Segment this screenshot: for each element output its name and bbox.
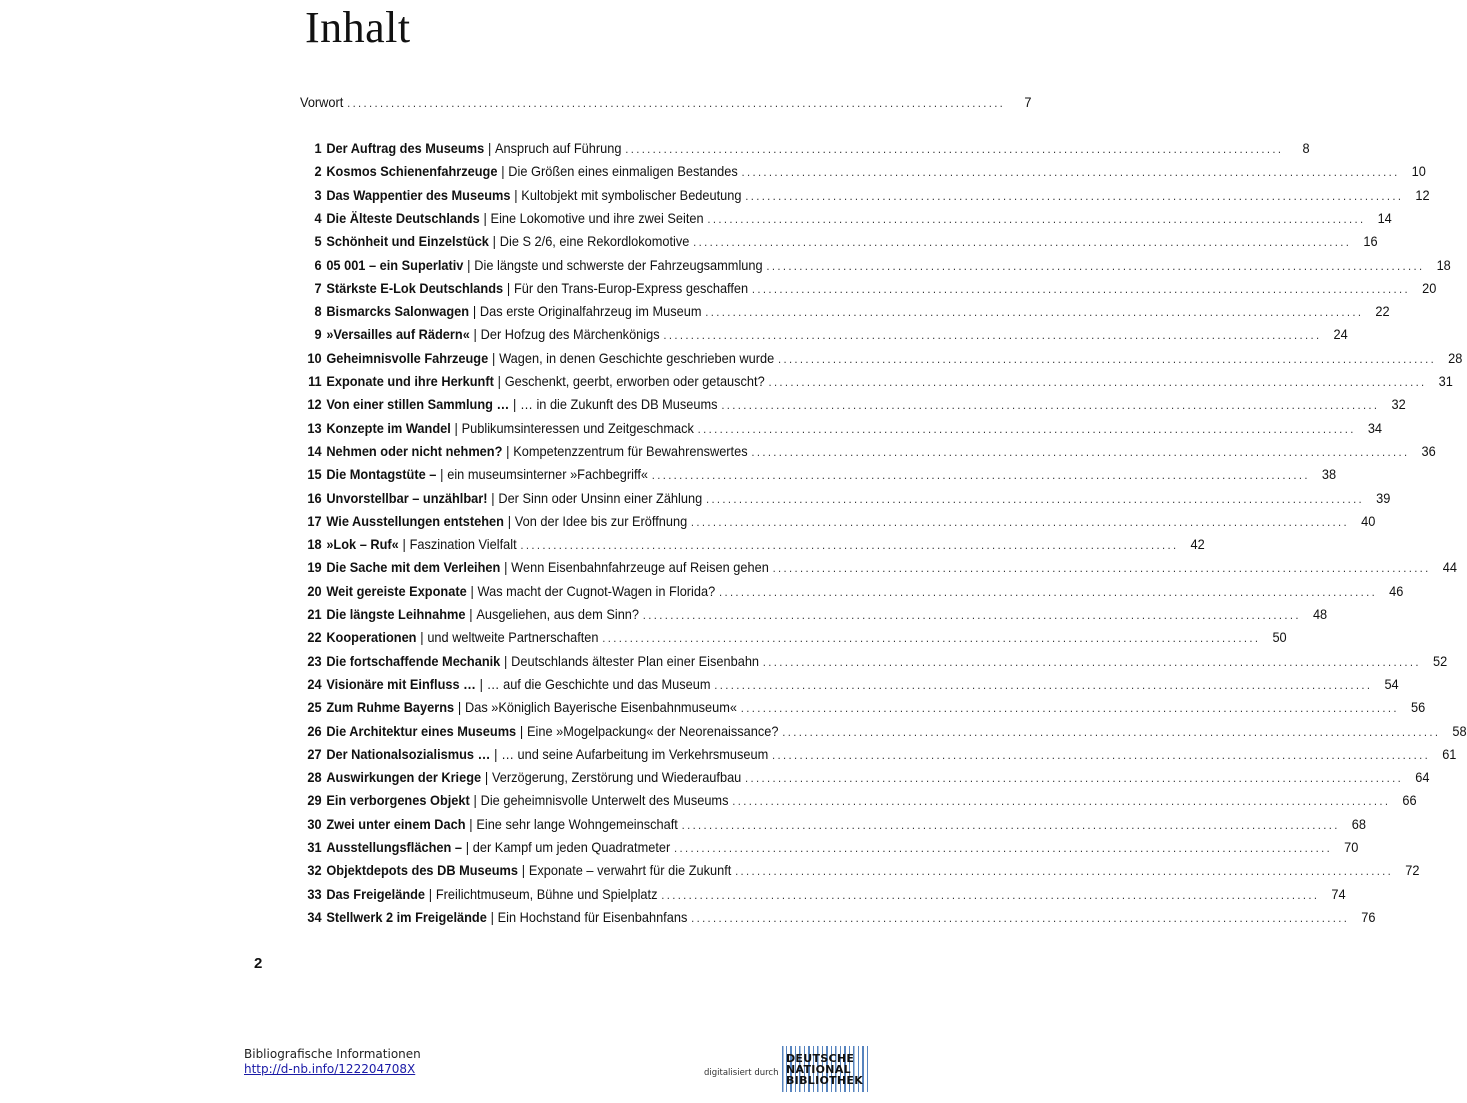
toc-separator: | [521, 863, 526, 879]
toc-entry-number: 7 [314, 280, 322, 296]
toc-leader-dots: ........................................................................................................................ [732, 794, 1391, 809]
bib-link[interactable]: http://d-nb.info/122204708X [244, 1062, 416, 1076]
toc-leader-dots: ........................................................................................................................ [740, 701, 1399, 716]
toc-entry-subtitle: Ausgeliehen, aus dem Sinn? [476, 607, 640, 622]
toc-entry-number: 22 [307, 630, 322, 646]
toc-entry-page: 50 [1272, 630, 1287, 646]
toc-entry[interactable] [300, 207, 1392, 230]
toc-entry[interactable] [300, 417, 1383, 440]
toc-entry-subtitle: Wenn Eisenbahnfahrzeuge auf Reisen gehen [511, 560, 769, 576]
toc-entry[interactable] [300, 743, 1457, 766]
toc-entry-subtitle: der Kampf um jeden Quadratmeter [472, 840, 671, 855]
toc-entry[interactable] [300, 347, 1463, 370]
toc-entry[interactable] [300, 556, 1457, 579]
toc-separator: | [519, 723, 524, 739]
toc-entry-title: Die Architektur eines Museums [326, 723, 517, 739]
toc-entry-number: 29 [307, 793, 322, 809]
toc-entry-number: 34 [307, 909, 322, 925]
toc-entry-subtitle: Von der Idee bis zur Eröffnung [514, 513, 688, 529]
toc-entry-title: Die längste Leihnahme [326, 607, 466, 622]
toc-entry-number: 10 [307, 350, 322, 366]
toc-entry-number: 19 [307, 560, 322, 576]
toc-entry-title: Stellwerk 2 im Freigelände [326, 909, 487, 925]
toc-entry-subtitle: Der Hofzug des Märchenkönigs [480, 327, 660, 343]
toc-entry-subtitle: Publikumsinteressen und Zeitgeschmack [461, 420, 694, 436]
toc-entry[interactable] [300, 883, 1346, 906]
toc-separator: | [491, 350, 496, 366]
toc-leader-dots: ........................................................................................................................ [735, 864, 1394, 879]
toc-entry[interactable] [300, 137, 1310, 160]
toc-entry[interactable] [300, 510, 1376, 533]
toc-separator: | [506, 443, 510, 459]
toc-leader-dots: ........................................................................................................................ [751, 281, 1410, 296]
toc-entry-title: Objektdepots des DB Museums [326, 863, 519, 879]
toc-leader-dots: ........................................................................................................................ [661, 887, 1320, 902]
toc-entry-subtitle: Anspruch auf Führung [495, 141, 622, 156]
toc-entry-number: 4 [314, 210, 322, 226]
toc-entry-number: 30 [307, 816, 322, 832]
toc-separator: | [497, 374, 501, 389]
toc-separator: | [506, 280, 511, 296]
dnb-badge [704, 1046, 870, 1092]
toc-entry-subtitle: Verzögerung, Zerstörung und Wiederaufbau [491, 770, 742, 786]
toc-entry[interactable] [300, 580, 1404, 603]
toc-separator: | [473, 793, 477, 809]
toc-entry-number: 33 [307, 886, 322, 902]
toc-leader-dots: ........................................................................................................................ [705, 491, 1365, 506]
toc-entry-title: Die fortschaffende Mechanik [326, 653, 501, 669]
toc-entry-title: Ausstellungsflächen – [326, 840, 462, 855]
toc-separator: | [473, 327, 477, 343]
toc-entry-title: Bismarcks Salonwagen [326, 304, 470, 320]
toc-entry-subtitle: Freilichtmuseum, Bühne und Spielplatz [435, 886, 658, 902]
toc-entry-subtitle: Für den Trans-Europ-Express geschaffen [513, 280, 749, 296]
toc-entry-subtitle: Kompetenzzentrum für Bewahrenswertes [513, 443, 748, 459]
toc-leader-dots: ........................................................................................................................ [721, 398, 1380, 413]
toc-entry-page: 58 [1452, 723, 1467, 739]
toc-entry[interactable] [300, 254, 1451, 277]
toc-entry-number: 11 [308, 374, 322, 389]
toc-entry-number: 8 [314, 304, 322, 320]
toc-entry[interactable] [300, 230, 1378, 253]
toc-entry-number: 28 [307, 770, 322, 786]
toc-entry-number: 32 [307, 863, 322, 879]
toc-entry-title: Wie Ausstellungen entstehen [326, 513, 504, 529]
toc-entry-page: 40 [1361, 513, 1376, 529]
toc-entry-title: Vorwort [300, 95, 344, 110]
toc-separator: | [465, 840, 470, 855]
toc-entry[interactable] [300, 184, 1430, 207]
toc-entry-page: 8 [1302, 141, 1310, 156]
toc-entry-page: 42 [1190, 537, 1205, 553]
toc-entry-subtitle: Deutschlands ältester Plan einer Eisenbahn [511, 653, 760, 669]
toc-entry-number: 9 [314, 327, 322, 343]
toc-entry-number: 27 [307, 746, 322, 762]
toc-entry-page: 64 [1415, 770, 1430, 786]
toc-leader-dots: ........................................................................................................................ [782, 724, 1441, 739]
toc-entry-title: »Versailles auf Rädern« [326, 327, 470, 343]
toc-entry-number: 13 [307, 420, 322, 436]
toc-entry[interactable] [300, 603, 1328, 626]
toc-entry-page: 76 [1361, 909, 1376, 925]
toc-entry-page: 61 [1442, 746, 1457, 762]
toc-separator: | [479, 676, 484, 692]
toc-entry-title: Auswirkungen der Kriege [326, 770, 482, 786]
toc-entry-title: Ein verborgenes Objekt [326, 793, 470, 809]
toc-entry-title: Exponate und ihre Herkunft [326, 374, 494, 389]
toc-separator: | [454, 420, 458, 436]
toc-entry-page: 7 [1024, 95, 1032, 110]
toc-entry[interactable] [300, 650, 1448, 673]
toc-separator: | [472, 304, 477, 320]
toc-entry[interactable] [300, 440, 1436, 463]
toc-entry-number: 20 [307, 583, 322, 599]
toc-entry[interactable] [300, 859, 1420, 882]
toc-entry-number: 17 [307, 513, 322, 529]
toc-separator: | [428, 886, 433, 902]
toc-entry-title: Stärkste E-Lok Deutschlands [326, 280, 504, 296]
toc-separator: | [507, 513, 512, 529]
toc-separator: | [487, 141, 492, 156]
toc-entry-page: 46 [1389, 583, 1404, 599]
toc-leader-dots: ........................................................................................................................ [714, 677, 1373, 692]
toc-entry-title: Der Nationalsozialismus … [326, 746, 491, 762]
toc-entry-title: Das Freigelände [326, 886, 426, 902]
toc-entry[interactable] [300, 300, 1390, 323]
toc-separator: | [470, 583, 474, 599]
toc-entry-page: 39 [1376, 490, 1391, 506]
toc-entry-number: 3 [314, 187, 322, 203]
toc-leader-dots: ........................................................................................................................ [772, 561, 1431, 576]
toc-entry-subtitle: Die Größen eines einmaligen Bestandes [508, 164, 738, 180]
toc-entry-title: Schönheit und Einzelstück [326, 234, 489, 250]
toc-leader-dots: ........................................................................................................................ [602, 631, 1261, 646]
toc-entry-subtitle: … und seine Aufarbeitung im Verkehrsmuseum [501, 746, 769, 762]
toc-leader-dots: ........................................................................................................................ [777, 351, 1437, 366]
digitized-by-caption: digitalisiert durch [704, 1068, 779, 1078]
toc-entry-page: 54 [1384, 676, 1399, 692]
toc-leader-dots: ........................................................................................................................ [642, 608, 1301, 622]
toc-separator: | [513, 397, 517, 413]
toc-entry-title: Weit gereiste Exponate [326, 583, 467, 599]
toc-leader-dots: ........................................................................................................................ [745, 188, 1404, 203]
toc-leader-dots: ........................................................................................................................ [691, 910, 1350, 925]
toc-entry[interactable] [300, 487, 1391, 510]
page-number: 2 [254, 955, 263, 972]
toc-entry[interactable] [300, 463, 1337, 486]
toc-entry-subtitle: Wagen, in denen Geschichte geschrieben wurde [499, 350, 775, 366]
bib-label: Bibliografische Informationen [244, 1047, 421, 1061]
toc-entry-page: 16 [1363, 234, 1378, 250]
toc-entry-page: 72 [1405, 863, 1420, 879]
toc-entry-vorwort[interactable] [300, 91, 1032, 114]
toc-leader-dots: ........................................................................................................................ [697, 421, 1356, 436]
toc-entry[interactable] [300, 370, 1453, 393]
toc-entry-page: 68 [1351, 816, 1367, 832]
toc-entry-page: 44 [1442, 560, 1457, 576]
toc-entry-subtitle: Geschenkt, geerbt, erworben oder getauscht? [504, 374, 765, 389]
toc-entry-number: 18 [307, 537, 322, 553]
toc-entry-page: 66 [1402, 793, 1417, 809]
toc-entry-subtitle: Das »Königlich Bayerische Eisenbahnmuseum« [464, 700, 738, 716]
dnb-line-1: DEUTSCHE [786, 1052, 855, 1065]
toc-entry-title: Die Montagstüte – [326, 467, 437, 483]
toc-separator: | [491, 490, 495, 506]
toc-entry-page: 74 [1331, 886, 1346, 902]
toc-entry-page: 14 [1377, 210, 1392, 226]
toc-entry-title: Die Älteste Deutschlands [326, 210, 480, 226]
toc-separator: | [440, 467, 444, 483]
toc-entry-number: 31 [307, 840, 322, 855]
toc-entry[interactable] [300, 673, 1399, 696]
toc-entry-title: Der Auftrag des Museums [326, 141, 485, 156]
toc-entry[interactable] [300, 626, 1287, 649]
toc-entry-page: 56 [1410, 700, 1426, 716]
toc-entry[interactable] [300, 766, 1430, 789]
toc-entry[interactable] [300, 323, 1348, 346]
toc-entry-number: 25 [307, 700, 322, 716]
toc-separator: | [420, 630, 424, 646]
toc-leader-dots: ........................................................................................................................ [762, 654, 1421, 669]
toc-entry[interactable] [300, 720, 1467, 743]
toc-entry-title: Die Sache mit dem Verleihen [326, 560, 501, 576]
toc-separator: | [501, 164, 505, 180]
toc-entry-page: 36 [1421, 443, 1436, 459]
toc-entry-page: 28 [1448, 350, 1463, 366]
toc-entry-title: Das Wappentier des Museums [326, 187, 511, 203]
toc-separator: | [504, 560, 508, 576]
toc-leader-dots: ........................................................................................................................ [766, 258, 1425, 273]
toc-leader-dots: ........................................................................................................................ [651, 468, 1310, 483]
toc-entry[interactable] [300, 696, 1426, 719]
toc-entry-number: 6 [314, 257, 322, 273]
toc-leader-dots: ........................................................................................................................ [772, 747, 1431, 762]
toc-entry-subtitle: … auf die Geschichte und das Museum [486, 676, 711, 692]
toc-leader-dots: ........................................................................................................................ [520, 538, 1179, 553]
toc-entry-subtitle: Eine »Mogelpackung« der Neorenaissance? [527, 723, 779, 739]
toc-entry-title: Zum Ruhme Bayerns [326, 700, 455, 716]
toc-entry-page: 48 [1312, 607, 1328, 622]
toc-entry[interactable] [300, 277, 1437, 300]
toc-entry-subtitle: Faszination Vielfalt [409, 537, 517, 553]
page-title: Inhalt [305, 3, 411, 52]
toc-entry-page: 31 [1438, 374, 1453, 389]
toc-entry-page: 18 [1436, 257, 1451, 273]
toc-entry[interactable] [300, 906, 1376, 929]
toc-entry-title: Zwei unter einem Dach [326, 816, 466, 832]
toc-separator: | [469, 607, 473, 622]
toc-separator: | [483, 210, 487, 226]
toc-entry-number: 21 [307, 607, 322, 622]
toc-entry-subtitle: Exponate – verwahrt für die Zukunft [528, 863, 732, 879]
toc-entry-subtitle: … in die Zukunft des DB Museums [520, 397, 718, 413]
toc-entry-number: 16 [307, 490, 322, 506]
toc-entry[interactable] [300, 813, 1367, 836]
toc-leader-dots: ........................................................................................................................ [707, 211, 1366, 226]
toc-entry-subtitle: Kultobjekt mit symbolischer Bedeutung [521, 187, 742, 203]
toc-separator: | [457, 700, 462, 716]
toc-entry-number: 12 [307, 397, 322, 413]
toc-entry-title: Geheimnisvolle Fahrzeuge [326, 350, 489, 366]
dnb-line-2: NATIONAL [786, 1063, 851, 1076]
toc-separator: | [469, 816, 473, 832]
toc-entry-page: 38 [1321, 467, 1337, 483]
toc-entry-number: 15 [307, 467, 322, 483]
toc-separator: | [490, 909, 494, 925]
toc-leader-dots: ........................................................................................................................ [745, 771, 1404, 786]
toc-entry-number: 2 [314, 164, 322, 180]
toc-entry[interactable] [300, 789, 1417, 812]
toc-entry-title: »Lok – Ruf« [326, 537, 399, 553]
toc-separator: | [514, 187, 518, 203]
toc-entry-title: 05 001 – ein Superlativ [326, 257, 464, 273]
toc-entry-page: 22 [1375, 304, 1390, 320]
toc-entry[interactable] [300, 160, 1426, 183]
toc-entry-page: 70 [1344, 840, 1359, 855]
toc-leader-dots: ........................................................................................................................ [625, 142, 1284, 156]
toc-entry-title: Unvorstellbar – unzählbar! [326, 490, 488, 506]
toc-entry-number: 1 [314, 141, 322, 156]
toc-entry-title: Nehmen oder nicht nehmen? [326, 443, 503, 459]
toc-entry-title: Visionäre mit Einfluss … [326, 676, 476, 692]
toc-entry-subtitle: Die S 2/6, eine Rekordlokomotive [499, 234, 690, 250]
bibliographic-info [244, 1047, 421, 1077]
toc-leader-dots: ........................................................................................................................ [663, 328, 1322, 343]
toc-entry-subtitle: und weltweite Partnerschaften [427, 630, 599, 646]
toc-entry-title: Konzepte im Wandel [326, 420, 451, 436]
toc-leader-dots: ........................................................................................................................ [751, 444, 1410, 459]
toc-entry-subtitle: Ein Hochstand für Eisenbahnfans [497, 909, 688, 925]
toc-separator: | [494, 746, 498, 762]
toc-entry-page: 12 [1415, 187, 1430, 203]
toc-entry-number: 26 [307, 723, 322, 739]
toc-entry-subtitle: Die längste und schwerste der Fahrzeugsammlung [474, 257, 763, 273]
toc-leader-dots: ........................................................................................................................ [718, 584, 1378, 599]
toc-entry[interactable] [300, 836, 1359, 859]
toc-entry-subtitle: Das erste Originalfahrzeug im Museum [479, 304, 702, 320]
toc-entry-page: 20 [1422, 280, 1437, 296]
toc-leader-dots: ........................................................................................................................ [690, 514, 1350, 529]
toc-entry-number: 23 [307, 653, 322, 669]
dnb-line-3: BIBLIOTHEK [786, 1074, 864, 1087]
toc-entry-number: 24 [307, 676, 322, 692]
toc-entry-subtitle: ein museumsinterner »Fachbegriff« [447, 467, 648, 483]
toc-entry-subtitle: Der Sinn oder Unsinn einer Zählung [498, 490, 703, 506]
dnb-logo-text [786, 1053, 863, 1086]
toc-leader-dots: ........................................................................................................................ [693, 235, 1352, 250]
toc-entry-subtitle: Die geheimnisvolle Unterwelt des Museums [480, 793, 729, 809]
toc-separator: | [402, 537, 406, 553]
toc-entry-title: Von einer stillen Sammlung … [326, 397, 510, 413]
toc-leader-dots: ........................................................................................................................ [681, 817, 1340, 832]
toc-leader-dots: ........................................................................................................................ [347, 96, 1006, 110]
toc-separator: | [484, 770, 489, 786]
toc-entry-title: Kooperationen [326, 630, 417, 646]
toc-entry-page: 34 [1367, 420, 1383, 436]
toc-entry-page: 32 [1391, 397, 1406, 413]
toc-entry-subtitle: Eine sehr lange Wohngemeinschaft [476, 816, 678, 832]
toc-entry-number: 14 [307, 443, 322, 459]
toc-entry-page: 10 [1411, 164, 1426, 180]
toc-entry-title: Kosmos Schienenfahrzeuge [326, 164, 498, 180]
toc-entry-page: 52 [1432, 653, 1448, 669]
toc-entry-subtitle: Eine Lokomotive und ihre zwei Seiten [490, 210, 704, 226]
toc-leader-dots: ........................................................................................................................ [741, 165, 1400, 180]
toc-separator: | [492, 234, 496, 250]
toc-leader-dots: ........................................................................................................................ [768, 375, 1427, 389]
toc-leader-dots: ........................................................................................................................ [674, 841, 1333, 855]
toc-leader-dots: ........................................................................................................................ [705, 305, 1364, 320]
toc-separator: | [467, 257, 471, 273]
toc-entry-page: 24 [1333, 327, 1348, 343]
toc-entry[interactable] [300, 393, 1406, 416]
toc-separator: | [504, 653, 508, 669]
toc-entry-subtitle: Was macht der Cugnot-Wagen in Florida? [477, 583, 716, 599]
toc-entry[interactable] [300, 533, 1205, 556]
toc-entry-number: 5 [314, 234, 322, 250]
